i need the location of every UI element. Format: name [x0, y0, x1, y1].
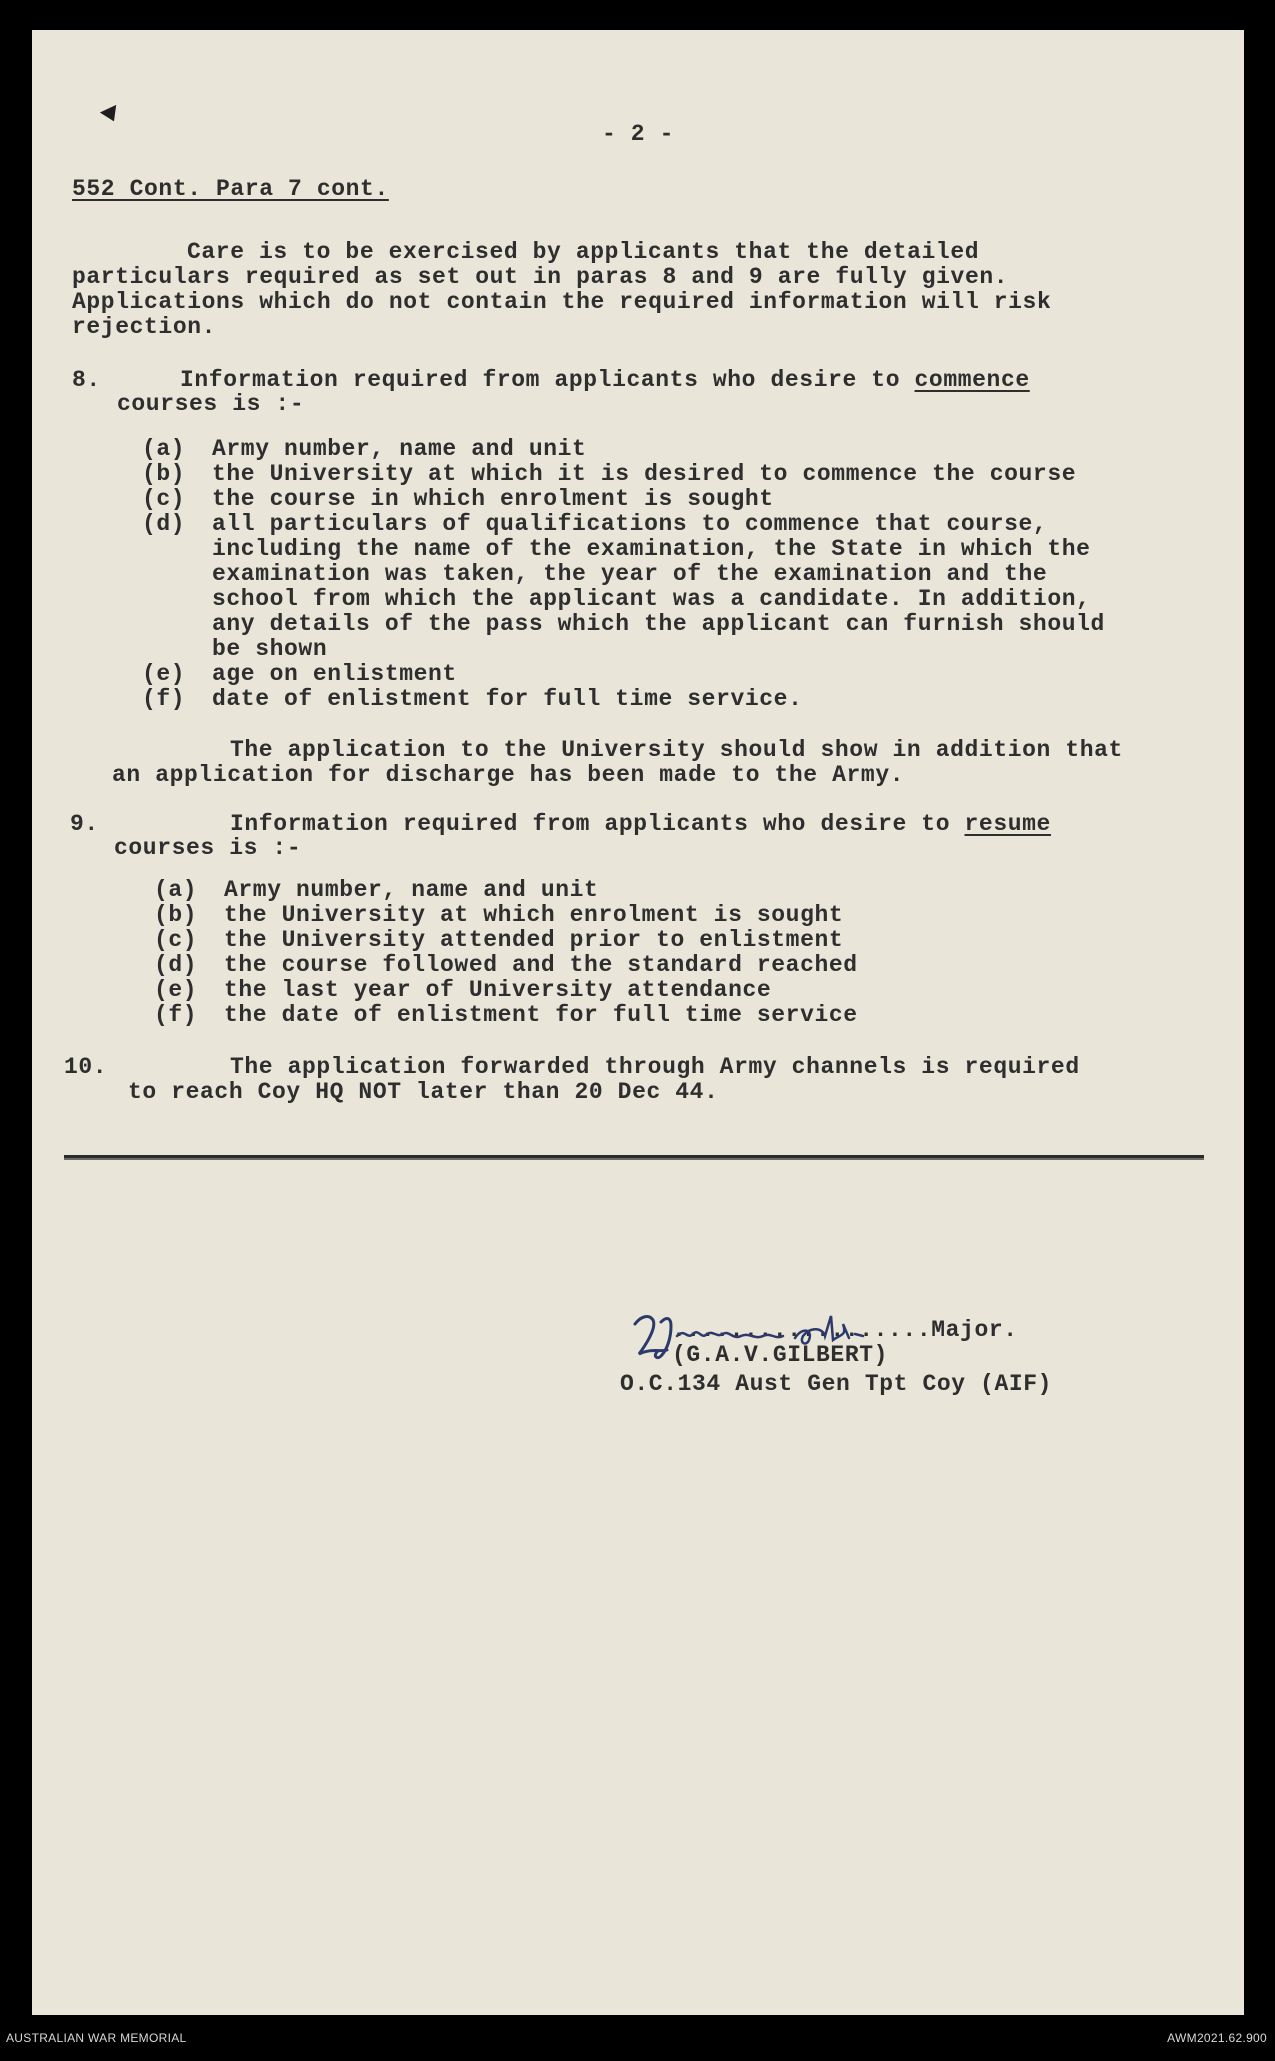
list-item — [142, 437, 1192, 462]
list-item — [154, 978, 1154, 1003]
list-item-text: Army number, name and unit — [224, 877, 599, 903]
list-item — [154, 953, 1154, 978]
list-item — [154, 903, 1154, 928]
list-item-text: date of enlistment for full time service. — [212, 686, 803, 712]
list-item — [154, 1003, 1154, 1028]
footer-archive-name: AUSTRALIAN WAR MEMORIAL — [6, 2031, 187, 2045]
intro-line: rejection. — [72, 314, 217, 340]
para8-number: 8. — [72, 367, 101, 393]
signatory-name: (G.A.V.GILBERT) — [672, 1342, 889, 1368]
para8-keyword: commence — [914, 367, 1030, 393]
list-item-label: (a) — [142, 436, 186, 462]
list-item — [154, 878, 1154, 903]
list-item — [142, 512, 1192, 662]
para9-keyword: resume — [964, 811, 1051, 837]
list-item-label: (f) — [142, 686, 186, 712]
document-heading: 552 Cont. Para 7 cont. — [72, 176, 389, 202]
list-item-text: the date of enlistment for full time service — [224, 1002, 858, 1028]
para9-intro-line2: courses is :- — [114, 835, 302, 861]
document-page — [32, 30, 1244, 2015]
list-item-text: the last year of University attendance — [224, 977, 772, 1003]
divider-rule — [64, 1155, 1204, 1158]
footer-accession-number: AWM2021.62.900 — [1167, 2031, 1267, 2045]
signatory-title: O.C.134 Aust Gen Tpt Coy (AIF) — [620, 1371, 1053, 1397]
para9-intro-prefix: Information required from applicants who desire to — [230, 811, 951, 837]
handwritten-signature — [627, 1306, 957, 1366]
intro-line: particulars required as set out in paras 8 and 9 are fully given. — [72, 264, 1009, 290]
list-item-label: (c) — [154, 927, 198, 953]
list-item — [142, 687, 1192, 712]
para8-closing: The application to the University should show in addition that an application for discharge has been made to the Army. — [112, 737, 1123, 788]
intro-line: Applications which do not contain the required information will risk — [72, 289, 1052, 315]
list-item-text: all particulars of qualifications to commence that course, including the name of the examination, the State in which the examination was taken, the year of the examination and the school from which the applicant was a candidate. In addition, any details of the pass which the applicant can furnish should be shown — [212, 511, 1105, 662]
list-item — [154, 928, 1154, 953]
list-item-text: the University attended prior to enlistment — [224, 927, 844, 953]
list-item — [142, 462, 1192, 487]
list-item-label: (c) — [142, 486, 186, 512]
signature-block — [620, 1317, 1053, 1397]
para10-body: The application forwarded through Army channels is required to reach Coy HQ NOT later than 20 Dec 44. — [128, 1054, 1080, 1105]
list-item — [142, 487, 1192, 512]
list-item-label: (f) — [154, 1002, 198, 1028]
list-item-text: the course followed and the standard reached — [224, 952, 858, 978]
list-item-label: (a) — [154, 877, 198, 903]
page-number: - 2 - — [601, 121, 674, 147]
list-item-label: (b) — [142, 461, 186, 487]
para8-intro — [180, 368, 1180, 393]
para9-list — [154, 878, 1154, 1028]
list-item-label: (b) — [154, 902, 198, 928]
list-item-label: (d) — [154, 952, 198, 978]
list-item-text: the University at which it is desired to commence the course — [212, 461, 1077, 487]
para9-number: 9. — [70, 811, 99, 837]
list-item-label: (d) — [142, 511, 186, 537]
signature-line: ..................Major. — [672, 1317, 1018, 1343]
list-item-text: age on enlistment — [212, 661, 457, 687]
para8-list — [142, 437, 1192, 712]
list-item-text: the course in which enrolment is sought — [212, 486, 774, 512]
list-item-label: (e) — [142, 661, 186, 687]
para10-number: 10. — [64, 1054, 108, 1080]
list-item — [142, 662, 1192, 687]
list-item-text: Army number, name and unit — [212, 436, 587, 462]
para8-intro-prefix: Information required from applicants who desire to — [180, 367, 901, 393]
list-item-text: the University at which enrolment is sought — [224, 902, 844, 928]
para8-intro-line2: courses is :- — [117, 391, 305, 417]
intro-paragraph — [72, 240, 1192, 340]
list-item-label: (e) — [154, 977, 198, 1003]
intro-line: Care is to be exercised by applicants that the detailed — [187, 239, 980, 265]
para9-intro — [230, 812, 1190, 837]
